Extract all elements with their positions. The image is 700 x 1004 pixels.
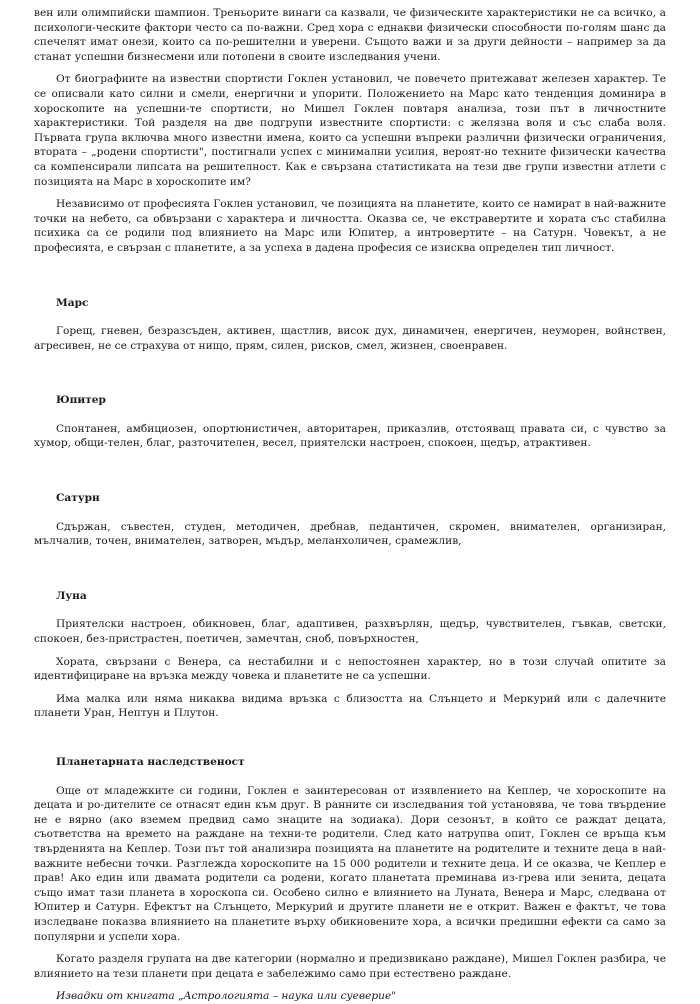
venus-paragraph: Хората, свързани с Венера, са нестабилни и с непостоянен характер, но в този случай опитите за идентифициране на връзка между човека и планетите не са успешни. [34,655,666,683]
document-page [34,6,666,1004]
section-gap [34,557,666,589]
section-heading-moon: Луна [56,589,87,602]
jupiter-traits: Спонтанен, амбициозен, опортюнистичен, авторитарен, приказлив, отстояващ правата си, с чувство за хумор, общи-телен, благ, разточителен, весел, приятелски настроен, спокоен, щедър, атрактивен. [34,422,666,450]
section-gap [34,729,666,755]
section-gap [34,459,666,491]
section-heading-saturn: Сатурн [56,492,100,505]
section-heading-jupiter: Юпитер [56,394,106,407]
section-gap [34,361,666,393]
saturn-traits: Сдържан, съвестен, студен, методичен, дребнав, педантичен, скромен, внимателен, организиран, мълчалив, точен, внимателен, затворен, мъдър, меланхоличен, срамежлив, [34,520,666,548]
intro-paragraph-1: вен или олимпийски шампион. Треньорите винаги са казвали, че физическите характеристики не са всичко, а психологи-ческите фактори често са по-важни. Сред хора с еднакви физически способности по-голям шанс да спечелят имат онези, които са по-решителни и уверени. Същото важи и за други дейности – например за да станат успешни бизнесмени или потопени в своите изследвания учени. [34,7,666,63]
mars-traits: Горещ, гневен, безразсъден, активен, щастлив, висок дух, динамичен, енергичен, неуморен, войнствен, агресивен, не се страхува от нищо, прям, силен, рисков, смел, жизнен, своенравен. [34,325,666,352]
heredity-paragraph-2: Когато разделя групата на две категории (нормално и предизвикано раждане), Мишел Гоклен разбира, че влиянието на тези планети при децата е забележимо само при естествено раждане. [34,953,666,980]
heredity-paragraph-1: Още от младежките си години, Гоклен е заинтересован от изявлението на Кеплер, че хороскопите на децата и ро-дителите се отнасят един към друг. В ранните си изследвания той установява, че това твърдение не е вярно (ако вземем предвид само знаците на зодиака). Дори сезонът, в който се раждат децата, съответства на времето на раждане на техни-те родители. След като натрупва опит, Гоклен се връща към твърденията на Кеплер. Този път той анализира позицията на планетите на родителите и техните деца в най-важните небесни точки. Разглежда хороскопите на 15 000 родители и техните деца. И се оказва, че Кеплер е прав! Ако един или двамата родители са родени, когато планетата преминава из-грева или зенита, децата също имат тази планета в хороскопа си. Особено силно е влиянието на Луната, Венера и Марс, следвана от Юпитер и Сатурн. Ефектът на Слънцето, Меркурий и другите планети не е открит. Важен е фактът, че това изследване показва влиянието на планетите върху обикновените хора, а всички предишни ефекти са само за популярни и успели хора. [34,784,666,943]
source-citation: Извадки от книгата „Астрологията – наука или суеверие" [56,990,397,1003]
intro-paragraph-2: От биографиите на известни спортисти Гоклен установил, че повечето притежават железен характер. Те се описвали като силни и смели, енергични и упорити. Положението на Марс като тенденция доминира в хороскопите на успешни-те спортисти, но Мишел Гоклен повтаря анализа, този път в личностните характеристики. Той разделя на две подгрупи известните спортисти: с желязна воля и със слаба воля. Първата група включва много известни имена, които са успешни въпреки различни физически ограничения, втората – „родени спортисти", постигнали успех с минимални усилия, вероят-но техните физически качества са компенсирали липсата на решителност. Как е свързана статистиката на тези две групи известни атлети с позицията на Марс в хороскопите им? [34,73,666,188]
section-heading-mars: Марс [56,296,89,309]
intro-paragraph-3: Независимо от професията Гоклен установил, че позицията на планетите, които се намират в най-важните точки на небето, са обвързани с характера и личността. Оказва се, че екстравертите и хората със стабилна психика са се родили под влиянието на Марс или Юпитер, а интровертите – на Сатурн. Човекът, а не професията, е свързан с планетите, а за успеха в дадена професия се изисква определен тип личност. [34,198,666,254]
section-gap [34,264,666,296]
section-heading-heredity: Планетарната наследственост [56,756,245,768]
moon-traits: Приятелски настроен, обикновен, благ, адаптивен, разхвърлян, щедър, чувствителен, гъвкав, светски, спокоен, без-пристрастен, поетичен, замечтан, сноб, повърхностен, [34,618,666,646]
other-planets-paragraph: Има малка или няма никаква видима връзка с близостта на Слънцето и Меркурий или с далечните планети Уран, Нептун и Плутон. [34,692,666,720]
